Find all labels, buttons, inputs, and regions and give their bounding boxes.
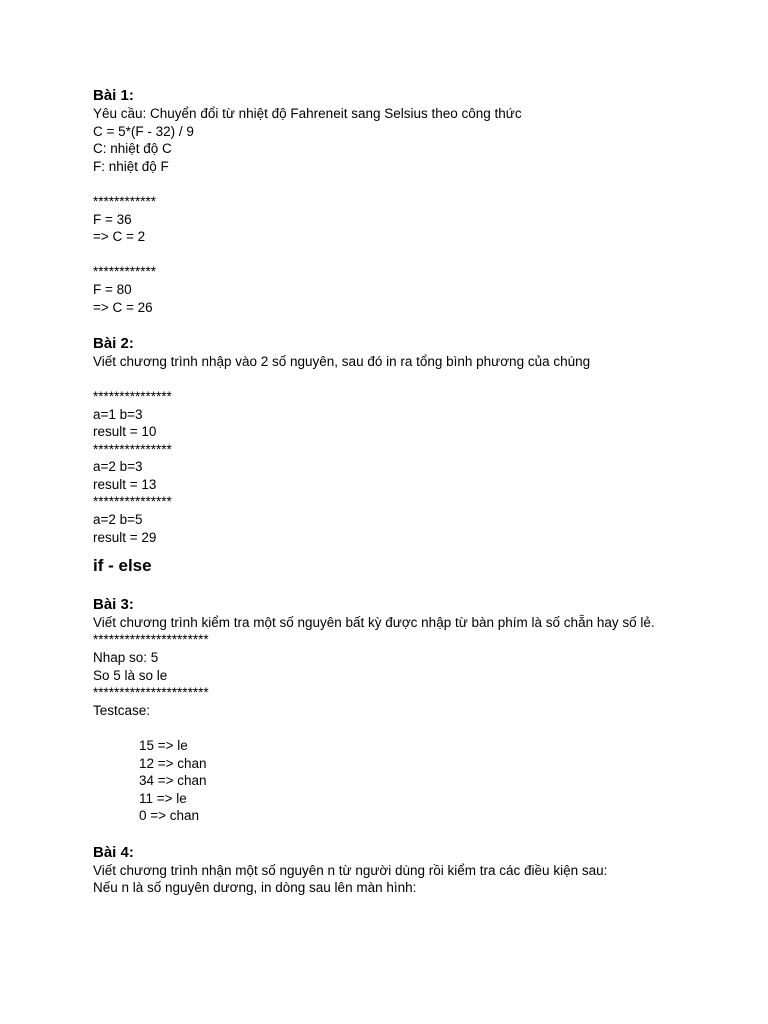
bai1-case2-output: => C = 26 [93, 299, 153, 315]
separator: *************** [93, 441, 172, 457]
bai3-testcase: 11 => le [139, 790, 187, 806]
bai1-f-def: F: nhiệt độ F [93, 158, 169, 174]
bai3-testcase: 34 => chan [139, 773, 207, 789]
bai1-formula: C = 5*(F - 32) / 9 [93, 123, 194, 139]
bai2-case3-result: result = 29 [93, 529, 157, 545]
bai4-title: Bài 4: [93, 843, 134, 861]
bai4-condition: Nếu n là số nguyên dương, in dòng sau lên màn hình: [93, 880, 417, 896]
bai2-case1-input: a=1 b=3 [93, 406, 143, 422]
separator: ********************** [93, 685, 209, 701]
bai3-testcase: 12 => chan [139, 755, 207, 771]
bai2-case2-input: a=2 b=3 [93, 459, 143, 475]
separator: *************** [93, 388, 172, 404]
bai2-title: Bài 2: [93, 334, 134, 352]
bai2-case1-result: result = 10 [93, 424, 157, 440]
bai1-case2-input: F = 80 [93, 281, 132, 297]
bai1-case1-input: F = 36 [93, 211, 132, 227]
separator: ********************** [93, 632, 209, 648]
separator: ************ [93, 264, 157, 280]
bai3-testcase-label: Testcase: [93, 702, 151, 718]
separator: *************** [93, 494, 172, 510]
bai2-case2-result: result = 13 [93, 476, 157, 492]
bai2-case3-input: a=2 b=5 [93, 512, 143, 528]
separator: ************ [93, 193, 157, 209]
bai3-example-output: So 5 là so le [93, 667, 168, 683]
document-page [93, 86, 683, 897]
bai1-c-def: C: nhiệt độ C [93, 141, 172, 157]
bai3-testcase: 15 => le [139, 738, 188, 753]
bai3-testcase: 0 => chan [139, 808, 200, 824]
bai4-description: Viết chương trình nhận một số nguyên n từ người dùng rồi kiểm tra các điều kiện sau: [93, 862, 608, 878]
bai3-title: Bài 3: [93, 595, 134, 613]
bai2-description: Viết chương trình nhập vào 2 số nguyên, sau đó in ra tổng bình phương của chúng [93, 353, 591, 369]
bai1-case1-output: => C = 2 [93, 229, 146, 245]
bai3-example-input: Nhap so: 5 [93, 650, 159, 666]
bai1-title: Bài 1: [93, 87, 134, 104]
section-heading-if-else: if - else [93, 556, 152, 576]
bai3-description: Viết chương trình kiểm tra một số nguyên bất kỳ được nhập từ bàn phím là số chẵn hay số lẻ. [93, 614, 655, 630]
bai1-requirement: Yêu cầu: Chuyển đổi từ nhiệt độ Fahreneit sang Selsius theo công thức [93, 106, 522, 121]
